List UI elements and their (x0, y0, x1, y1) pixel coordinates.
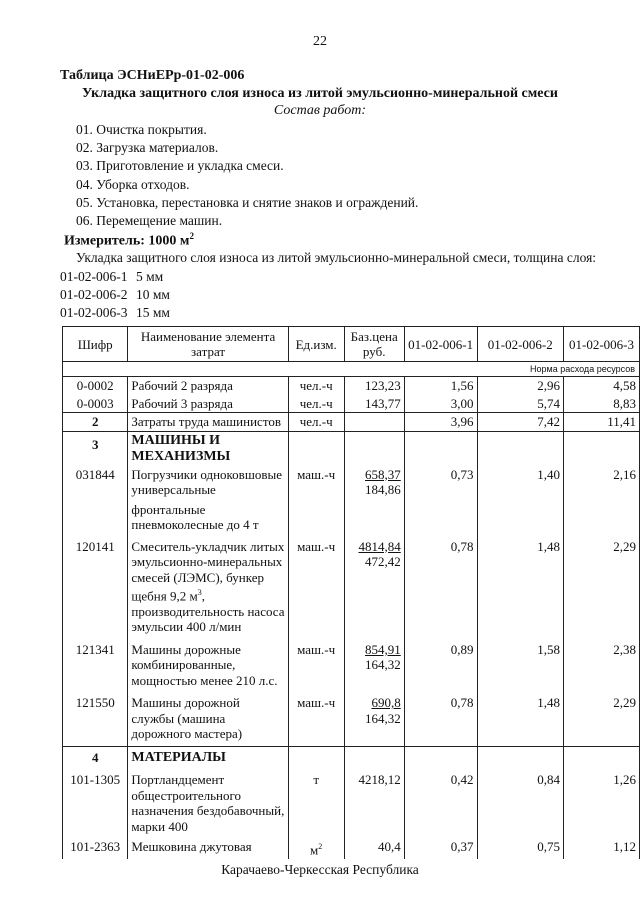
row-unit (288, 835, 344, 859)
row-unit: маш.-ч (288, 689, 344, 746)
variant-code: 01-02-006-1 (60, 269, 128, 284)
row-value-3: 1,26 (564, 771, 640, 835)
row-name-part: Смеситель-укладчик литых эмульсионно-минеральных смесей (ЛЭМС), бункер щебня 9,2 м (131, 538, 285, 604)
row-price: 143,77 (344, 395, 404, 413)
row-value-2: 2,96 (477, 377, 563, 395)
variant-code: 01-02-006-3 (60, 305, 128, 320)
measure-sup: 2 (189, 231, 194, 241)
header-unit: Ед.изм. (288, 327, 344, 362)
row-code: 0-0003 (63, 395, 128, 413)
row-price (344, 466, 404, 534)
row-price (344, 413, 404, 432)
row-value-1: 3,00 (404, 395, 477, 413)
header-col2: 01-02-006-2 (477, 327, 563, 362)
norm-row (63, 362, 640, 377)
variant-item (60, 304, 170, 322)
row-name-sup: 3 (197, 588, 202, 597)
table-header-row (63, 327, 640, 362)
row-value-2: 1,48 (477, 689, 563, 746)
row-value-3: 8,83 (564, 395, 640, 413)
header-name: Наименование элемента затрат (128, 327, 288, 362)
row-code: 2 (63, 413, 128, 432)
row-unit: маш.-ч (288, 636, 344, 690)
measure-label: Измеритель: 1000 м (64, 233, 190, 249)
table-row (63, 534, 640, 636)
row-unit: чел.-ч (288, 377, 344, 395)
row-unit-sup: 2 (318, 842, 323, 852)
row-name: Портландцемент общестроительного назначения бездобавочный, марки 400 (128, 771, 288, 835)
row-value-1: 0,42 (404, 771, 477, 835)
row-value-1: 1,56 (404, 377, 477, 395)
row-value-3: 2,16 (564, 466, 640, 534)
table-id: Таблица ЭСНиЕРр-01-02-006 (60, 68, 245, 83)
table-row (63, 413, 640, 432)
variant-item (60, 268, 170, 286)
row-value-1: 3,96 (404, 413, 477, 432)
variant-item (60, 286, 170, 304)
row-name: Мешковина джутовая (128, 835, 288, 859)
header-price: Баз.цена руб. (344, 327, 404, 362)
row-price: 4218,12 (344, 771, 404, 835)
price-wage: 472,42 (365, 554, 401, 569)
row-name: Машины дорожной службы (машина дорожного мастера) (128, 689, 288, 746)
norm-label: Норма расхода ресурсов (63, 362, 640, 377)
work-item: 03. Приготовление и укладка смеси. (76, 158, 284, 174)
row-name (128, 466, 288, 534)
row-name (128, 534, 288, 636)
row-value-2: 0,84 (477, 771, 563, 835)
row-value-2: 0,75 (477, 835, 563, 859)
row-code: 0-0002 (63, 377, 128, 395)
works-list (76, 121, 418, 230)
work-item: 02. Загрузка материалов. (76, 140, 219, 156)
row-unit: маш.-ч (288, 466, 344, 534)
work-item: 06. Перемещение машин. (76, 213, 223, 229)
row-unit-text: м (310, 842, 319, 858)
row-code: 101-1305 (63, 771, 128, 835)
row-value-2: 1,58 (477, 636, 563, 690)
row-code: 121550 (63, 689, 128, 746)
description: Укладка защитного слоя износа из литой эмульсионно-минеральной смеси, толщина слоя: (76, 250, 597, 265)
price-total: 4814,84 (358, 538, 401, 554)
resources-table (62, 326, 640, 859)
row-value-3: 1,12 (564, 835, 640, 859)
work-item: 01. Очистка покрытия. (76, 122, 207, 137)
footer-region: Карачаево-Черкесская Республика (221, 862, 419, 877)
row-value-1: 0,78 (404, 689, 477, 746)
measure (64, 231, 194, 250)
table-row (63, 377, 640, 395)
row-value-2: 1,48 (477, 534, 563, 636)
section-code: 3 (63, 431, 128, 466)
row-value-1: 0,78 (404, 534, 477, 636)
row-name-part: Погрузчики одноковшовые универсальные (131, 466, 282, 497)
table-row (63, 771, 640, 835)
row-price: 40,4 (344, 835, 404, 859)
row-name-part: , производительность насоса эмульсии 400 л/мин (131, 588, 285, 635)
row-value-3: 4,58 (564, 377, 640, 395)
row-name: Затраты труда машинистов (128, 413, 288, 432)
row-name: Машины дорожные комбинированные, мощностью менее 210 л.с. (128, 636, 288, 690)
row-value-1: 0,73 (404, 466, 477, 534)
price-wage: 164,32 (365, 710, 401, 726)
row-unit: чел.-ч (288, 395, 344, 413)
table-title: Укладка защитного слоя износа из литой эмульсионно-минеральной смеси (82, 86, 558, 101)
variant-value: 10 мм (136, 287, 170, 302)
row-value-3: 2,38 (564, 636, 640, 690)
variant-value: 15 мм (136, 305, 170, 320)
row-value-2: 1,40 (477, 466, 563, 534)
work-item: 04. Уборка отходов. (76, 176, 190, 192)
row-value-1: 0,37 (404, 835, 477, 859)
table-row (63, 395, 640, 413)
row-unit: чел.-ч (288, 413, 344, 432)
row-price: 123,23 (344, 377, 404, 395)
section-name: МАТЕРИАЛЫ (128, 746, 288, 771)
works-title: Состав работ: (273, 103, 367, 118)
section-code: 4 (63, 746, 128, 771)
price-wage: 164,32 (365, 657, 401, 673)
header-col3: 01-02-006-3 (564, 327, 640, 362)
price-total: 658,37 (365, 466, 401, 482)
section-row (63, 746, 640, 771)
row-unit: т (288, 771, 344, 835)
variant-code: 01-02-006-2 (60, 287, 128, 302)
row-value-2: 7,42 (477, 413, 563, 432)
row-name-part: фронтальные пневмоколесные до 4 т (131, 501, 259, 532)
row-name: Рабочий 2 разряда (128, 377, 288, 395)
table-row (63, 466, 640, 534)
header-code: Шифр (63, 327, 128, 362)
variant-value: 5 мм (136, 269, 164, 284)
row-value-3: 2,29 (564, 534, 640, 636)
row-unit: маш.-ч (288, 534, 344, 636)
table-row (63, 636, 640, 690)
row-code: 121341 (63, 636, 128, 690)
row-value-3: 11,41 (564, 413, 640, 432)
row-code: 031844 (63, 466, 128, 534)
work-item: 05. Установка, перестановка и снятие знаков и ограждений. (76, 194, 419, 210)
table-row (63, 835, 640, 859)
row-value-3: 2,29 (564, 689, 640, 746)
row-value-1: 0,89 (404, 636, 477, 690)
row-price (344, 689, 404, 746)
price-total: 854,91 (365, 641, 401, 657)
row-price (344, 534, 404, 636)
section-name: МАШИНЫ И МЕХАНИЗМЫ (128, 431, 288, 466)
row-price (344, 636, 404, 690)
page-number: 22 (313, 34, 327, 49)
row-name: Рабочий 3 разряда (128, 395, 288, 413)
header-col1: 01-02-006-1 (404, 327, 477, 362)
section-row (63, 431, 640, 466)
table-row (63, 689, 640, 746)
row-value-2: 5,74 (477, 395, 563, 413)
price-total: 690,8 (371, 695, 401, 711)
price-wage: 184,86 (365, 482, 401, 497)
variants-list (60, 268, 170, 322)
row-code: 101-2363 (63, 835, 128, 859)
row-code: 120141 (63, 534, 128, 636)
